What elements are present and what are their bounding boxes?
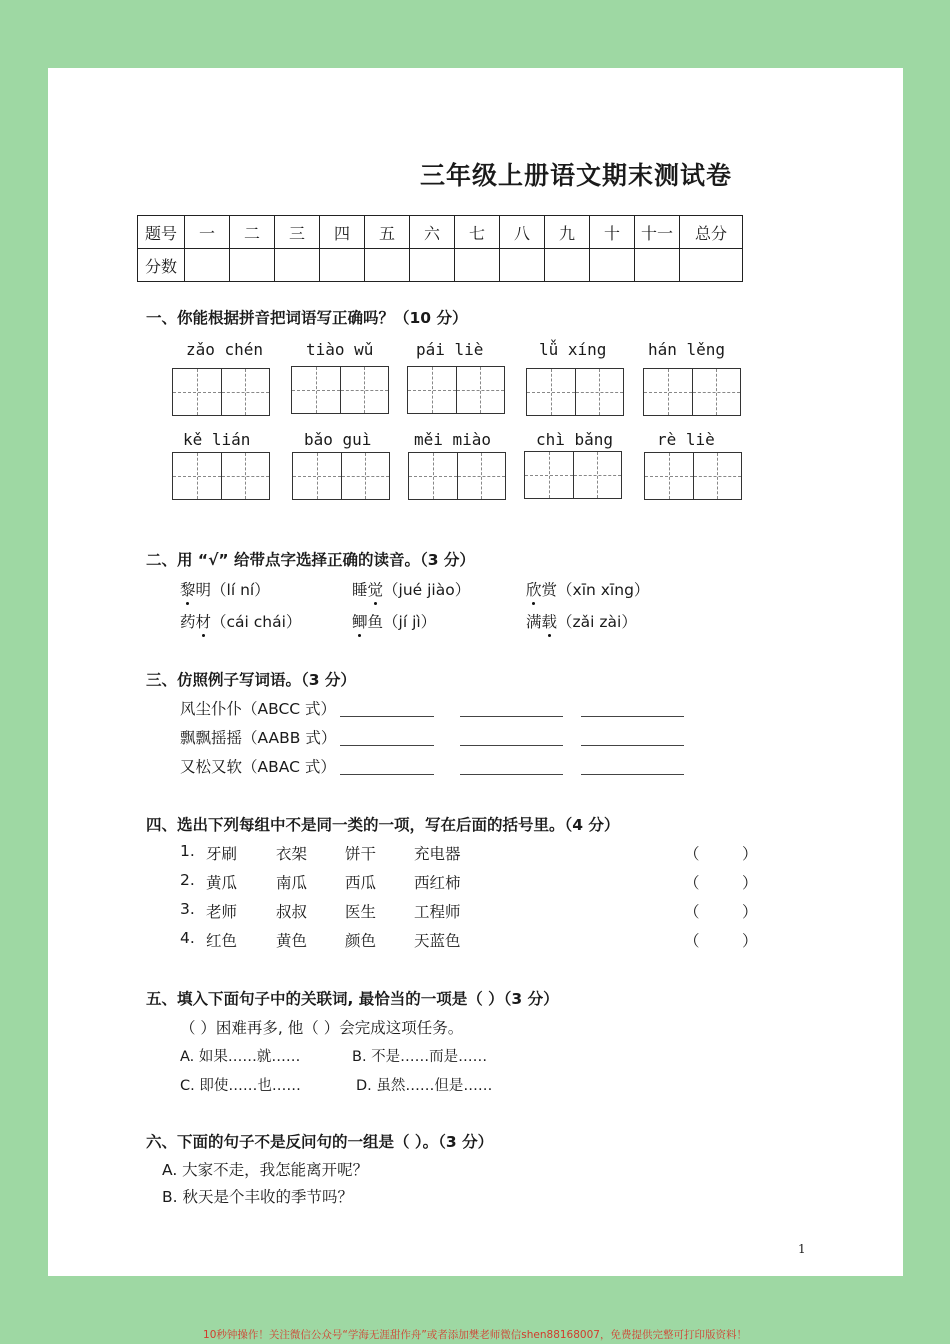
dotted-char: 鲫: [352, 610, 368, 632]
answer-paren-open[interactable]: （: [684, 903, 700, 921]
writing-grid[interactable]: [408, 452, 506, 500]
pinyin-label: rè liè: [657, 430, 715, 449]
score-input-cell: [320, 249, 365, 282]
answer-blank[interactable]: [460, 745, 563, 746]
score-cell: 二: [230, 216, 275, 249]
answer-blank[interactable]: [581, 774, 684, 775]
score-input-cell: [545, 249, 590, 282]
dotted-char: 黎: [180, 578, 196, 600]
q1-heading: 一、你能根据拼音把词语写正确吗？（10 分）: [146, 309, 468, 327]
option-d[interactable]: D. 虽然……但是……: [356, 1078, 493, 1094]
score-cell: 五: [365, 216, 410, 249]
pronunciation-options[interactable]: （jué jiào）: [383, 581, 471, 599]
score-cell: 四: [320, 216, 365, 249]
dotted-char: 觉: [368, 578, 384, 600]
score-input-cell: [365, 249, 410, 282]
q5-heading: 五、填入下面句子中的关联词, 最恰当的一项是（ ）（3 分）: [146, 990, 559, 1008]
option-b[interactable]: B. 不是……而是……: [352, 1049, 488, 1065]
page-number: 1: [798, 1242, 806, 1256]
pinyin-label: hán lěng: [648, 340, 726, 359]
pinyin-label: kě lián: [183, 430, 251, 449]
score-input-cell: [275, 249, 320, 282]
pronunciation-item: [352, 610, 436, 632]
group-word: 充电器: [414, 845, 461, 863]
q2-heading: 二、用 “√” 给带点字选择正确的读音。（3 分）: [146, 551, 475, 569]
answer-blank[interactable]: [460, 716, 563, 717]
pronunciation-item: [180, 610, 301, 632]
score-input-cell: [590, 249, 635, 282]
score-input-cell: [635, 249, 680, 282]
score-cell: 总分: [680, 216, 743, 249]
group-number: 4.: [180, 929, 195, 947]
answer-paren-close: ）: [742, 874, 758, 892]
footer-notice: 10秒钟操作！关注微信公众号“学海无涯甜作舟”或者添加樊老师微信shen88168007，免费提供完整可打印版资料！: [203, 1329, 747, 1341]
pronunciation-options[interactable]: （cái chái）: [211, 613, 302, 631]
group-number: 1.: [180, 842, 195, 860]
score-cell: 十一: [635, 216, 680, 249]
group-word: 医生: [345, 903, 377, 921]
q6-heading: 六、下面的句子不是反问句的一组是（ ）。（3 分）: [146, 1133, 494, 1151]
pronunciation-options[interactable]: （xīn xīng）: [557, 581, 650, 599]
pinyin-label: tiào wǔ: [306, 340, 374, 359]
answer-blank[interactable]: [340, 774, 434, 775]
score-cell: 题号: [138, 216, 185, 249]
pinyin-label: zǎo chén: [186, 340, 264, 359]
score-cell: 九: [545, 216, 590, 249]
option-b[interactable]: B. 秋天是个丰收的季节吗？: [162, 1188, 353, 1206]
plain-char: 满: [526, 613, 542, 631]
option-c[interactable]: C. 即使……也……: [180, 1078, 301, 1094]
group-number: 2.: [180, 871, 195, 889]
group-word: 黄色: [276, 932, 308, 950]
pronunciation-options[interactable]: （lí ní）: [211, 581, 270, 599]
pronunciation-options[interactable]: （zǎi zài）: [557, 613, 637, 631]
writing-grid[interactable]: [526, 368, 624, 416]
pronunciation-options[interactable]: （jí jì）: [383, 613, 437, 631]
writing-grid[interactable]: [172, 368, 270, 416]
answer-paren-open[interactable]: （: [684, 874, 700, 892]
group-word: 饼干: [345, 845, 377, 863]
plain-char: 赏: [541, 581, 558, 599]
group-word: 黄瓜: [206, 874, 238, 892]
exam-paper: [48, 68, 903, 1276]
score-cell: 一: [185, 216, 230, 249]
score-input-cell: [680, 249, 743, 282]
group-word: 颜色: [345, 932, 377, 950]
writing-grid[interactable]: [292, 452, 390, 500]
group-word: 天蓝色: [414, 932, 461, 950]
dotted-char: 欣: [526, 578, 542, 600]
answer-blank[interactable]: [340, 745, 434, 746]
pronunciation-item: [526, 578, 649, 600]
plain-char: 药: [180, 613, 196, 631]
pronunciation-item: [526, 610, 637, 632]
option-a[interactable]: A. 如果……就……: [180, 1049, 301, 1065]
answer-paren-close: ）: [742, 903, 758, 921]
group-word: 牙刷: [206, 845, 238, 863]
answer-blank[interactable]: [460, 774, 563, 775]
answer-blank[interactable]: [340, 716, 434, 717]
pronunciation-item: [352, 578, 470, 600]
group-word: 衣架: [276, 845, 308, 863]
score-input-cell: [185, 249, 230, 282]
dotted-char: 材: [196, 610, 212, 632]
group-word: 工程师: [414, 903, 461, 921]
answer-blank[interactable]: [581, 716, 684, 717]
pinyin-label: lǚ xíng: [539, 340, 607, 359]
group-word: 红色: [206, 932, 238, 950]
word-pattern-example: 飘飘摇摇（AABB 式）: [180, 729, 337, 747]
answer-paren-close: ）: [742, 845, 758, 863]
writing-grid[interactable]: [643, 368, 741, 416]
score-input-cell: [455, 249, 500, 282]
score-input-cell: [410, 249, 455, 282]
group-number: 3.: [180, 900, 195, 918]
group-word: 西红柿: [414, 874, 461, 892]
score-label-cell: 分数: [138, 249, 185, 282]
word-pattern-example: 风尘仆仆（ABCC 式）: [180, 700, 337, 718]
group-word: 叔叔: [276, 903, 308, 921]
score-cell: 三: [275, 216, 320, 249]
writing-grid[interactable]: [524, 451, 622, 499]
score-input-cell: [500, 249, 545, 282]
score-table-score-row: [138, 249, 743, 282]
answer-paren-open[interactable]: （: [684, 932, 700, 950]
plain-char: 睡: [352, 581, 368, 599]
score-cell: 七: [455, 216, 500, 249]
score-cell: 八: [500, 216, 545, 249]
q3-heading: 三、仿照例子写词语。（3 分）: [146, 671, 356, 689]
q4-heading: 四、选出下列每组中不是同一类的一项，写在后面的括号里。（4 分）: [146, 816, 620, 834]
score-table: [137, 215, 743, 282]
writing-grid[interactable]: [291, 366, 389, 414]
plain-char: 明: [195, 581, 212, 599]
page-title: 三年级上册语文期末测试卷: [420, 161, 733, 190]
group-word: 老师: [206, 903, 238, 921]
writing-grid[interactable]: [407, 366, 505, 414]
score-cell: 十: [590, 216, 635, 249]
plain-char: 鱼: [367, 613, 384, 631]
writing-grid[interactable]: [644, 452, 742, 500]
option-a[interactable]: A. 大家不走，我怎能离开呢？: [162, 1161, 369, 1179]
answer-paren-close: ）: [742, 932, 758, 950]
score-input-cell: [230, 249, 275, 282]
pinyin-label: měi miào: [414, 430, 492, 449]
dotted-char: 载: [542, 610, 558, 632]
answer-blank[interactable]: [581, 745, 684, 746]
q5-sentence[interactable]: （ ）困难再多, 他（ ）会完成这项任务。: [180, 1019, 464, 1037]
pinyin-label: pái liè: [416, 340, 484, 359]
pronunciation-item: [180, 578, 270, 600]
pinyin-label: chì bǎng: [536, 430, 614, 449]
score-cell: 六: [410, 216, 455, 249]
answer-paren-open[interactable]: （: [684, 845, 700, 863]
group-word: 西瓜: [345, 874, 377, 892]
writing-grid[interactable]: [172, 452, 270, 500]
word-pattern-example: 又松又软（ABAC 式）: [180, 758, 336, 776]
pinyin-label: bǎo guì: [304, 430, 372, 449]
group-word: 南瓜: [276, 874, 308, 892]
score-table-header-row: [138, 216, 743, 249]
